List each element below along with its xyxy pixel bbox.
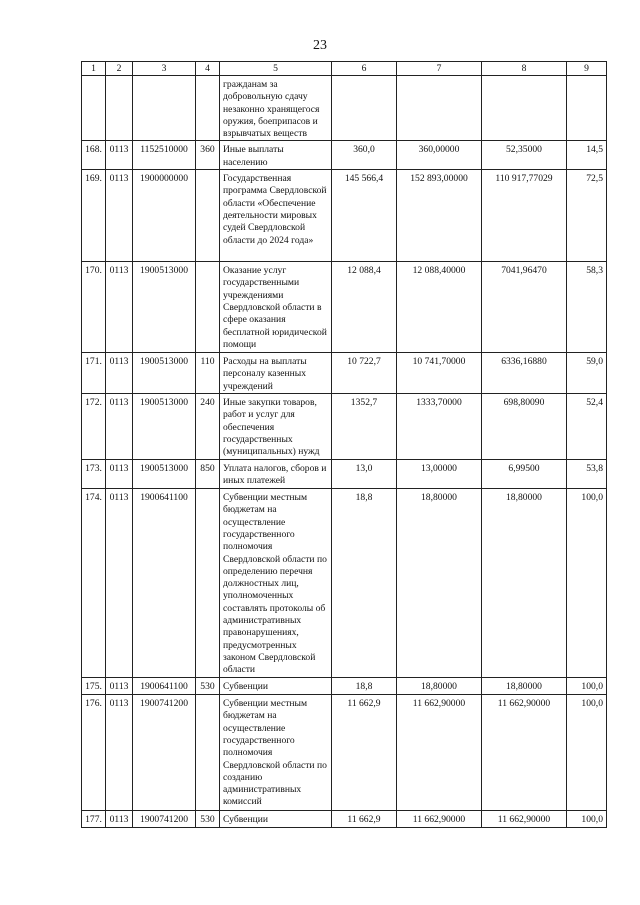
approved-amount: 18,8 (332, 678, 397, 695)
section-code (106, 76, 133, 141)
table-row (82, 76, 607, 141)
table-row (82, 394, 607, 460)
table-row (82, 353, 607, 394)
section-code: 0113 (106, 262, 133, 353)
execution-percent: 53,8 (567, 460, 607, 489)
section-code: 0113 (106, 811, 133, 828)
planned-amount: 11 662,90000 (397, 811, 482, 828)
item-name: Субвенции местным бюджетам на осуществление государственного полномочия Свердловской области по определению перечня должностных лиц, уполномоченных составлять протоколы об административных правонарушениях, предусмотренных законом Свердловской области (220, 489, 332, 678)
item-name: Оказание услуг государственными учреждениями Свердловской области в сфере оказания бесплатной юридической помощи (220, 262, 332, 353)
column-header: 1 (82, 62, 106, 76)
table-row (82, 695, 607, 811)
row-number: 170. (82, 262, 106, 353)
table-row (82, 811, 607, 828)
item-name: Уплата налогов, сборов и иных платежей (220, 460, 332, 489)
approved-amount: 18,8 (332, 489, 397, 678)
row-number: 174. (82, 489, 106, 678)
expense-type-code (196, 489, 220, 678)
target-code: 1900513000 (133, 394, 196, 460)
row-number: 175. (82, 678, 106, 695)
expense-type-code (196, 170, 220, 262)
section-code: 0113 (106, 695, 133, 811)
execution-percent: 100,0 (567, 678, 607, 695)
executed-amount: 7041,96470 (482, 262, 567, 353)
approved-amount: 10 722,7 (332, 353, 397, 394)
section-code: 0113 (106, 678, 133, 695)
row-number: 177. (82, 811, 106, 828)
planned-amount: 1333,70000 (397, 394, 482, 460)
execution-percent: 100,0 (567, 695, 607, 811)
expense-type-code: 360 (196, 141, 220, 170)
section-code: 0113 (106, 170, 133, 262)
row-number: 176. (82, 695, 106, 811)
planned-amount: 12 088,40000 (397, 262, 482, 353)
item-name: Субвенции местным бюджетам на осуществление государственного полномочия Свердловской области по созданию административных комиссий (220, 695, 332, 811)
executed-amount: 6,99500 (482, 460, 567, 489)
execution-percent: 100,0 (567, 489, 607, 678)
planned-amount (397, 76, 482, 141)
execution-percent: 14,5 (567, 141, 607, 170)
expense-type-code: 240 (196, 394, 220, 460)
execution-percent: 59,0 (567, 353, 607, 394)
planned-amount: 18,80000 (397, 678, 482, 695)
target-code: 1900641100 (133, 678, 196, 695)
section-code: 0113 (106, 460, 133, 489)
column-header: 8 (482, 62, 567, 76)
target-code: 1900513000 (133, 262, 196, 353)
execution-percent: 72,5 (567, 170, 607, 262)
approved-amount: 12 088,4 (332, 262, 397, 353)
item-name: гражданам за добровольную сдачу незаконно хранящегося оружия, боеприпасов и взрывчатых веществ (220, 76, 332, 141)
approved-amount: 11 662,9 (332, 811, 397, 828)
executed-amount: 11 662,90000 (482, 811, 567, 828)
column-header: 2 (106, 62, 133, 76)
expense-type-code (196, 262, 220, 353)
target-code: 1900741200 (133, 695, 196, 811)
row-number (82, 76, 106, 141)
expense-type-code: 530 (196, 811, 220, 828)
expense-type-code: 110 (196, 353, 220, 394)
executed-amount: 18,80000 (482, 489, 567, 678)
target-code: 1900000000 (133, 170, 196, 262)
target-code: 1900641100 (133, 489, 196, 678)
planned-amount: 152 893,00000 (397, 170, 482, 262)
table-row (82, 489, 607, 678)
execution-percent (567, 76, 607, 141)
row-number: 171. (82, 353, 106, 394)
approved-amount: 1352,7 (332, 394, 397, 460)
executed-amount: 698,80090 (482, 394, 567, 460)
row-number: 173. (82, 460, 106, 489)
executed-amount: 18,80000 (482, 678, 567, 695)
planned-amount: 10 741,70000 (397, 353, 482, 394)
budget-table (81, 61, 607, 828)
executed-amount: 11 662,90000 (482, 695, 567, 811)
column-header: 7 (397, 62, 482, 76)
planned-amount: 18,80000 (397, 489, 482, 678)
planned-amount: 13,00000 (397, 460, 482, 489)
column-header: 3 (133, 62, 196, 76)
planned-amount: 11 662,90000 (397, 695, 482, 811)
page-number: 23 (313, 38, 327, 53)
column-header: 9 (567, 62, 607, 76)
executed-amount: 52,35000 (482, 141, 567, 170)
column-header: 6 (332, 62, 397, 76)
header-row (82, 62, 607, 76)
execution-percent: 100,0 (567, 811, 607, 828)
item-name: Иные закупки товаров, работ и услуг для обеспечения государственных (муниципальных) нужд (220, 394, 332, 460)
expense-type-code: 530 (196, 678, 220, 695)
item-name: Субвенции (220, 811, 332, 828)
item-name: Иные выплаты населению (220, 141, 332, 170)
row-number: 172. (82, 394, 106, 460)
executed-amount: 6336,16880 (482, 353, 567, 394)
planned-amount: 360,00000 (397, 141, 482, 170)
expense-type-code (196, 76, 220, 141)
execution-percent: 52,4 (567, 394, 607, 460)
approved-amount: 360,0 (332, 141, 397, 170)
execution-percent: 58,3 (567, 262, 607, 353)
item-name: Государственная программа Свердловской области «Обеспечение деятельности мировых судей Свердловской области до 2024 года» (220, 170, 332, 262)
table-row (82, 460, 607, 489)
row-number: 169. (82, 170, 106, 262)
approved-amount: 145 566,4 (332, 170, 397, 262)
target-code: 1900741200 (133, 811, 196, 828)
approved-amount: 13,0 (332, 460, 397, 489)
target-code: 1900513000 (133, 460, 196, 489)
item-name: Субвенции (220, 678, 332, 695)
expense-type-code (196, 695, 220, 811)
column-header: 4 (196, 62, 220, 76)
target-code: 1900513000 (133, 353, 196, 394)
approved-amount: 11 662,9 (332, 695, 397, 811)
section-code: 0113 (106, 489, 133, 678)
target-code: 1152510000 (133, 141, 196, 170)
target-code (133, 76, 196, 141)
approved-amount (332, 76, 397, 141)
section-code: 0113 (106, 394, 133, 460)
executed-amount (482, 76, 567, 141)
section-code: 0113 (106, 141, 133, 170)
table-row (82, 262, 607, 353)
expense-type-code: 850 (196, 460, 220, 489)
column-header: 5 (220, 62, 332, 76)
row-number: 168. (82, 141, 106, 170)
executed-amount: 110 917,77029 (482, 170, 567, 262)
table-row (82, 141, 607, 170)
table-row (82, 678, 607, 695)
item-name: Расходы на выплаты персоналу казенных учреждений (220, 353, 332, 394)
section-code: 0113 (106, 353, 133, 394)
table-row (82, 170, 607, 262)
